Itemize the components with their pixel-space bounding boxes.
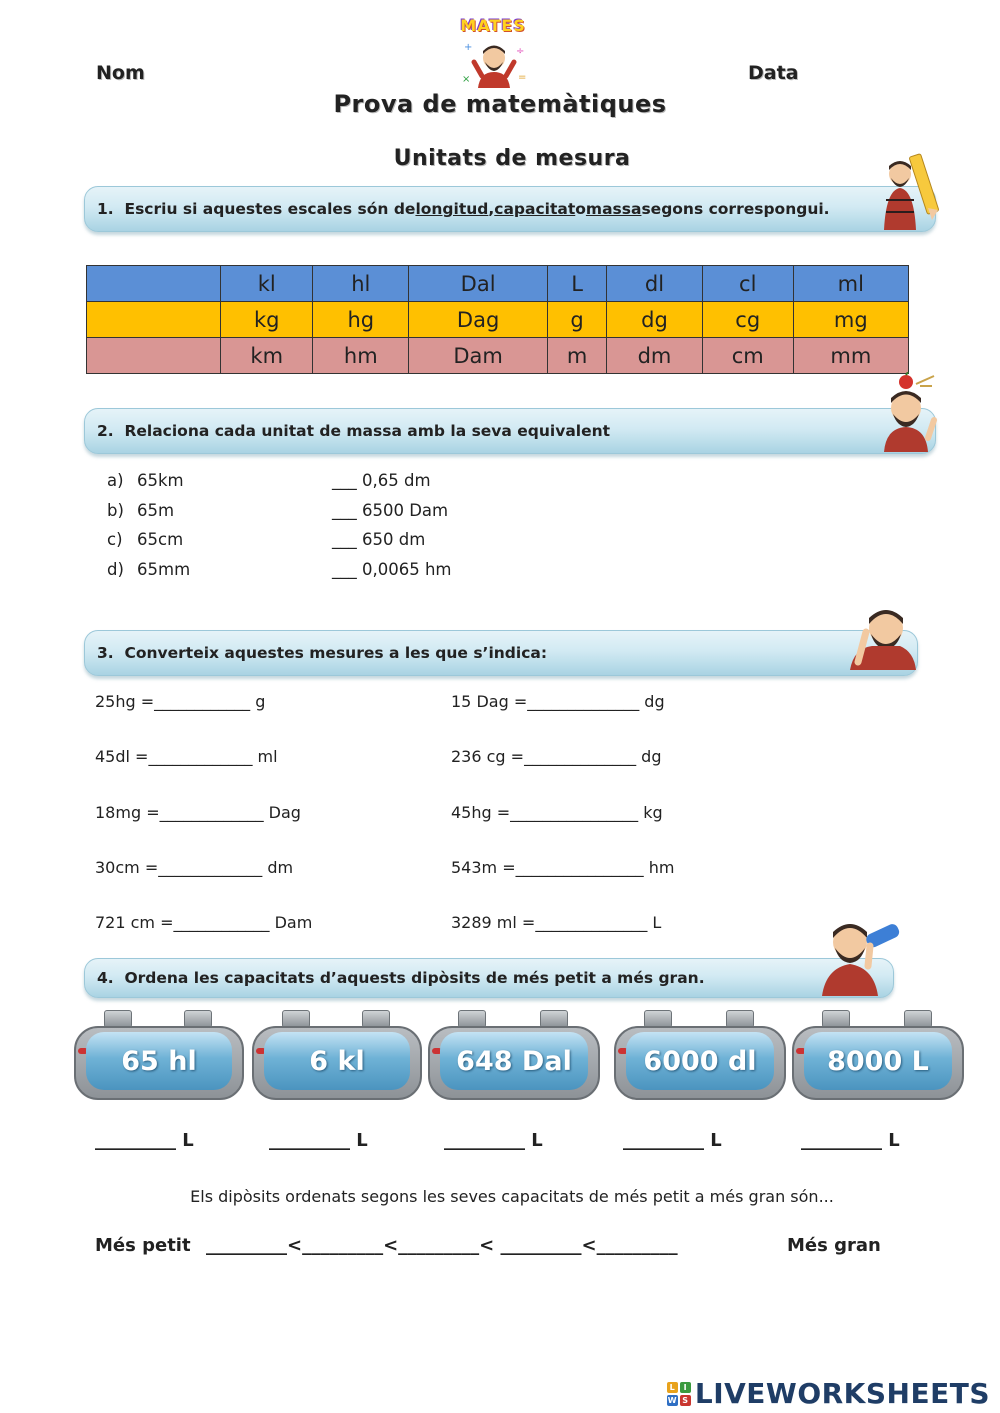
order-blanks[interactable]: _________<_________<_________< _________<_________: [206, 1235, 678, 1256]
tank: [74, 1008, 244, 1098]
table-cell: km: [221, 338, 313, 374]
tank-answer-blank[interactable]: _________ L: [623, 1130, 722, 1151]
conversion-item[interactable]: 30cm =_____________ dm: [95, 858, 294, 877]
tank-capacity: 6 kl: [264, 1032, 410, 1090]
table-cell: g: [548, 302, 607, 338]
smallest-label: Més petit: [95, 1235, 191, 1256]
section-1-banner: [84, 186, 936, 232]
list-item-answer[interactable]: ___ 6500 Dam: [332, 501, 449, 520]
list-item-value: 65mm: [137, 560, 191, 579]
footer-brand: LIVEWORKSHEETS: [694, 1377, 990, 1410]
table-cell: dl: [607, 266, 703, 302]
tank-capacity: 65 hl: [86, 1032, 232, 1090]
date-label: Data: [748, 62, 799, 84]
listening-avatar-icon: [848, 602, 918, 670]
tank-capacity: 648 Dal: [440, 1032, 588, 1090]
tank-answer-blank[interactable]: _________ L: [269, 1130, 368, 1151]
conversion-item[interactable]: 236 cg =______________ dg: [451, 747, 662, 766]
table-cell: hg: [313, 302, 409, 338]
conversion-item[interactable]: 543m =________________ hm: [451, 858, 675, 877]
table-cell: ml: [793, 266, 908, 302]
list-item-value: 65m: [137, 501, 175, 520]
tank-capacity: 6000 dl: [626, 1032, 774, 1090]
table-cell: m: [548, 338, 607, 374]
page-title: Prova de matemàtiques: [333, 90, 667, 118]
svg-text:÷: ÷: [516, 46, 525, 57]
tank: [792, 1008, 964, 1098]
drinking-avatar-icon: [820, 912, 906, 996]
tank: [614, 1008, 786, 1098]
section-4-banner: [84, 958, 894, 998]
answer-cell[interactable]: [87, 266, 221, 302]
table-cell: Dam: [409, 338, 548, 374]
svg-text:+: +: [464, 42, 473, 53]
table-cell: kg: [221, 302, 313, 338]
list-item-value: 65km: [137, 471, 184, 490]
list-item-letter: b): [107, 501, 124, 520]
tank: [252, 1008, 422, 1098]
table-cell: hl: [313, 266, 409, 302]
table-row: [87, 338, 909, 374]
conversion-item[interactable]: 721 cm =____________ Dam: [95, 913, 313, 932]
section-1-text-c: o: [575, 200, 586, 218]
tank-answer-blank[interactable]: _________ L: [444, 1130, 543, 1151]
largest-label: Més gran: [787, 1235, 881, 1256]
table-cell: kl: [221, 266, 313, 302]
liveworksheets-logo: [667, 1377, 990, 1410]
thinking-avatar-icon: [880, 372, 944, 452]
list-item-answer[interactable]: ___ 0,65 dm: [332, 471, 431, 490]
table-cell: Dag: [409, 302, 548, 338]
table-cell: L: [548, 266, 607, 302]
tank-answer-blank[interactable]: _________ L: [95, 1130, 194, 1151]
conversion-item[interactable]: 15 Dag =______________ dg: [451, 692, 665, 711]
answer-cell[interactable]: [87, 338, 221, 374]
list-item-letter: c): [107, 530, 123, 549]
word-capacitat: capacitat: [494, 200, 576, 218]
section-1-number: 1.: [97, 200, 114, 218]
conversion-item[interactable]: 3289 ml =______________ L: [451, 913, 662, 932]
logo-grid-icon: L I W S: [667, 1382, 691, 1406]
tank: [428, 1008, 600, 1098]
conversion-item[interactable]: 45hg =________________ kg: [451, 803, 663, 822]
table-cell: cg: [702, 302, 793, 338]
table-cell: mm: [793, 338, 908, 374]
pencil-avatar-icon: [880, 150, 942, 230]
svg-text:×: ×: [462, 74, 471, 85]
section-1-text-a: Escriu si aquestes escales són de: [124, 200, 416, 218]
logo-text: MATES: [460, 16, 526, 35]
table-cell: cm: [702, 338, 793, 374]
conversion-item[interactable]: 45dl =_____________ ml: [95, 747, 278, 766]
conversion-item[interactable]: 25hg =____________ g: [95, 692, 266, 711]
table-cell: mg: [793, 302, 908, 338]
mates-logo: [454, 14, 534, 88]
avatar-icon: [454, 14, 534, 88]
tank-capacity: 8000 L: [804, 1032, 952, 1090]
page-subtitle: Unitats de mesura: [393, 146, 631, 171]
name-label: Nom: [96, 62, 145, 84]
list-item-letter: d): [107, 560, 124, 579]
section-3-title: 3. Converteix aquestes mesures a les que s’indica:: [97, 644, 548, 662]
table-cell: hm: [313, 338, 409, 374]
svg-text:=: =: [518, 72, 527, 83]
table-cell: dg: [607, 302, 703, 338]
section-2-banner: [84, 408, 936, 454]
section-2-title: 2. Relaciona cada unitat de massa amb la seva equivalent: [97, 422, 611, 440]
list-item-value: 65cm: [137, 530, 184, 549]
list-item-answer[interactable]: ___ 0,0065 hm: [332, 560, 452, 579]
table-cell: Dal: [409, 266, 548, 302]
conversion-item[interactable]: 18mg =_____________ Dag: [95, 803, 301, 822]
section-1-text-d: segons correspongui.: [641, 200, 830, 218]
table-cell: cl: [702, 266, 793, 302]
section-4-title: 4. Ordena les capacitats d’aquests dipòsits de més petit a més gran.: [97, 969, 705, 987]
table-row: [87, 302, 909, 338]
section-3-banner: [84, 630, 918, 676]
section-1-text-b: ,: [488, 200, 495, 218]
word-longitud: longitud: [415, 200, 489, 218]
units-table: [86, 265, 909, 374]
table-cell: dm: [607, 338, 703, 374]
ordering-sentence: Els dipòsits ordenats segons les seves capacitats de més petit a més gran són...: [190, 1187, 834, 1206]
word-massa: massa: [585, 200, 642, 218]
tank-answer-blank[interactable]: _________ L: [801, 1130, 900, 1151]
list-item-letter: a): [107, 471, 124, 490]
list-item-answer[interactable]: ___ 650 dm: [332, 530, 426, 549]
table-row: [87, 266, 909, 302]
answer-cell[interactable]: [87, 302, 221, 338]
